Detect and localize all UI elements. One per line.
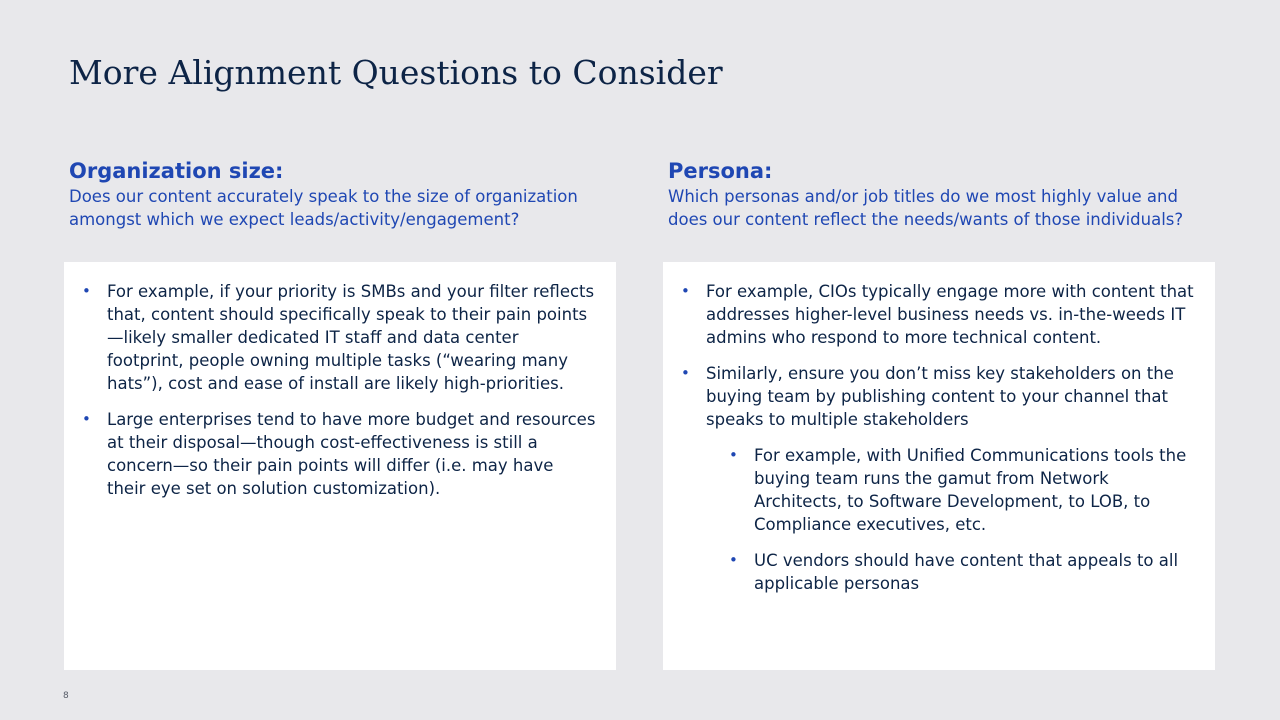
persona-question: Which personas and/or job titles do we most highly value and does our content reflect the needs/wants of those individuals? <box>668 187 1184 229</box>
sub-bullet-item <box>663 549 1195 595</box>
organization-size-heading: Organization size: <box>69 159 284 183</box>
bullet-item <box>64 280 596 395</box>
bullet-item <box>663 280 1195 349</box>
bullet-text: Similarly, ensure you don’t miss key stakeholders on the buying team by publishing content to your channel that speaks to multiple stakeholders <box>706 364 1174 429</box>
bullet-icon: • <box>82 410 91 428</box>
sub-bullet-item <box>663 444 1195 536</box>
bullet-icon: • <box>681 282 690 300</box>
bullet-item <box>64 408 596 500</box>
sub-bullet-text: For example, with Unified Communications tools the buying team runs the gamut from Network Architects, to Software Development, to LOB, to Compliance executives, etc. <box>754 446 1187 534</box>
persona-heading: Persona: <box>668 159 773 183</box>
slide-title: More Alignment Questions to Consider <box>69 53 723 92</box>
persona-card <box>663 262 1215 670</box>
bullet-text: Large enterprises tend to have more budget and resources at their disposal—though cost-effectiveness is still a concern—so their pain points will differ (i.e. may have their eye set on solution customization). <box>107 410 596 498</box>
persona-column <box>663 157 1215 593</box>
sub-bullet-text: UC vendors should have content that appeals to all applicable personas <box>754 551 1179 593</box>
bullet-item <box>663 362 1195 431</box>
bullet-text: For example, if your priority is SMBs and your filter reflects that, content should specifically speak to their pain points—likely smaller dedicated IT staff and data center footprint, people owning multiple tasks (“wearing many hats”), cost and ease of install are likely high-priorities. <box>107 282 595 393</box>
bullet-text: For example, CIOs typically engage more with content that addresses higher-level business needs vs. in-the-weeds IT admins who respond to more technical content. <box>706 282 1194 347</box>
bullet-icon: • <box>681 364 690 382</box>
organization-size-bullet-list <box>64 262 616 500</box>
bullet-icon: • <box>729 551 738 569</box>
persona-bullet-list <box>663 262 1215 595</box>
organization-size-card <box>64 262 616 670</box>
bullet-icon: • <box>82 282 91 300</box>
bullet-icon: • <box>729 446 738 464</box>
organization-size-column <box>64 157 616 498</box>
organization-size-question: Does our content accurately speak to the size of organization amongst which we expect leads/activity/engagement? <box>69 187 578 229</box>
page-number: 8 <box>63 691 69 701</box>
